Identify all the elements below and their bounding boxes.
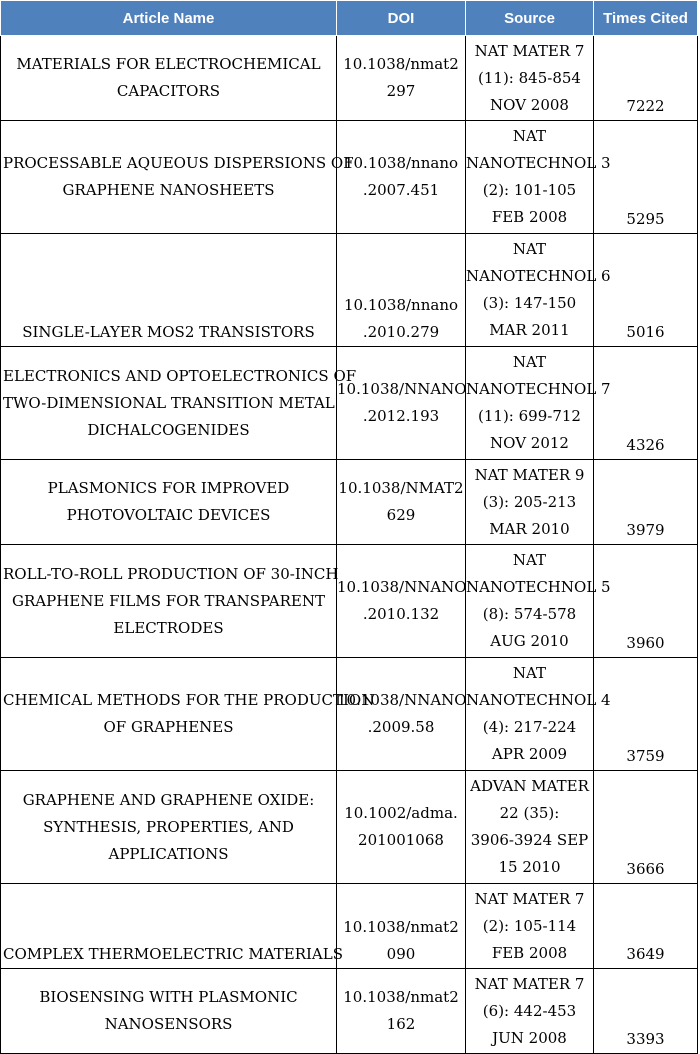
source-cell-line: NANOTECHNOL 5 <box>466 578 611 596</box>
doi-cell-line: 10.1038/nmat2 <box>343 988 459 1006</box>
article-name-cell-line: SYNTHESIS, PROPERTIES, AND <box>43 817 294 836</box>
article-name-cell-line: GRAPHENE AND GRAPHENE OXIDE: <box>22 790 315 809</box>
article-name-cell <box>1 234 337 347</box>
source-cell-line: NAT MATER 7 <box>474 974 585 993</box>
source-cell-line: MAR 2011 <box>489 321 570 339</box>
source-cell-line: FEB 2008 <box>491 943 568 962</box>
source-cell-line: NANOTECHNOL 4 <box>466 691 611 709</box>
article-name-cell-line: TWO-DIMENSIONAL TRANSITION METAL <box>3 393 335 412</box>
source-cell-line: NANOTECHNOL 7 <box>466 380 611 398</box>
doi-cell-line: .2007.451 <box>362 181 440 199</box>
doi-cell-line: 201001068 <box>358 831 444 849</box>
source-cell <box>466 36 594 121</box>
times-cited-cell: 5295 <box>594 121 698 234</box>
doi-cell-line: 297 <box>386 82 416 100</box>
article-name-cell-line: PLASMONICS FOR IMPROVED <box>47 479 290 497</box>
source-cell-line: NAT <box>512 551 547 569</box>
doi-cell-line: 10.1038/nnano <box>343 154 459 172</box>
doi-cell-line: .2009.58 <box>367 718 435 736</box>
article-name-cell-line: SINGLE-LAYER MOS2 TRANSISTORS <box>22 323 315 341</box>
article-name-cell <box>1 36 337 121</box>
table-row <box>1 545 698 658</box>
source-cell-line: (3): 205-213 <box>482 492 577 511</box>
source-cell-line: NAT <box>512 664 547 682</box>
source-cell-line: (11): 845-854 <box>478 68 581 87</box>
times-cited-cell: 7222 <box>594 36 698 121</box>
doi-cell-line: 10.1002/adma. <box>344 804 458 822</box>
times-cited-cell: 3649 <box>594 884 698 969</box>
source-cell-line: 3906-3924 SEP <box>470 831 589 849</box>
article-name-cell <box>1 658 375 771</box>
source-cell-line: NOV 2008 <box>490 95 569 114</box>
source-cell-line: ADVAN MATER <box>470 777 589 795</box>
doi-cell <box>337 969 466 1054</box>
source-cell <box>466 460 594 545</box>
article-name-cell <box>1 771 337 884</box>
article-name-cell <box>1 884 343 969</box>
doi-cell-line: .2010.279 <box>362 323 440 341</box>
source-cell <box>466 771 594 884</box>
source-cell <box>466 347 611 460</box>
source-cell-line: 22 (35): <box>499 804 560 822</box>
article-name-cell-line: BIOSENSING WITH PLASMONIC <box>39 988 298 1006</box>
source-cell-line: (2): 105-114 <box>482 916 577 935</box>
table-row <box>1 969 698 1054</box>
article-name-cell-line: ELECTRODES <box>113 618 224 637</box>
source-cell-line: (6): 442-453 <box>482 1001 577 1020</box>
source-cell-line: JUN 2008 <box>492 1028 567 1047</box>
article-name-cell-line: GRAPHENE NANOSHEETS <box>62 181 275 199</box>
source-cell-line: FEB 2008 <box>491 208 568 226</box>
doi-cell-line: .2010.132 <box>362 605 440 623</box>
article-name-cell-line: COMPLEX THERMOELECTRIC MATERIALS <box>3 945 343 963</box>
source-cell-line: NANOTECHNOL 3 <box>466 154 611 172</box>
article-name-cell-line: CAPACITORS <box>116 82 221 100</box>
doi-cell-line: 10.1038/NNANO <box>337 578 467 596</box>
article-name-cell-line: MATERIALS FOR ELECTROCHEMICAL <box>16 55 321 73</box>
source-cell-line: NAT <box>512 353 547 371</box>
source-cell <box>466 884 594 969</box>
source-cell-line: (3): 147-150 <box>482 294 577 312</box>
source-cell <box>466 121 611 234</box>
doi-cell <box>337 771 466 884</box>
table-row <box>1 460 698 545</box>
article-name-cell-line: DICHALCOGENIDES <box>87 420 250 439</box>
times-cited-cell: 3960 <box>594 545 698 658</box>
source-cell <box>466 234 611 347</box>
header-source: Source <box>466 1 594 36</box>
source-cell-line: (8): 574-578 <box>482 605 577 623</box>
source-cell-line: AUG 2010 <box>490 632 569 650</box>
article-name-cell-line: CHEMICAL METHODS FOR THE PRODUCTION <box>3 691 375 709</box>
source-cell-line: (2): 101-105 <box>482 181 577 199</box>
source-cell-line: 15 2010 <box>498 858 561 876</box>
article-name-cell-line: GRAPHENE FILMS FOR TRANSPARENT <box>12 591 325 610</box>
header-times-cited: Times Cited <box>594 1 698 36</box>
doi-cell <box>337 121 466 234</box>
article-name-cell <box>1 545 337 658</box>
doi-cell <box>337 347 466 460</box>
source-cell <box>466 545 611 658</box>
times-cited-cell: 5016 <box>594 234 698 347</box>
times-cited-cell: 3666 <box>594 771 698 884</box>
table-row <box>1 234 698 347</box>
source-cell-line: NAT MATER 9 <box>474 465 585 484</box>
doi-cell <box>337 36 466 121</box>
source-cell <box>466 969 594 1054</box>
article-name-cell-line: PHOTOVOLTAIC DEVICES <box>66 506 271 524</box>
header-article-name: Article Name <box>1 1 337 36</box>
doi-cell-line: .2012.193 <box>362 407 440 425</box>
doi-cell-line: 10.1038/nmat2 <box>343 918 459 936</box>
table-row <box>1 36 698 121</box>
source-cell-line: (4): 217-224 <box>482 718 577 736</box>
article-name-cell <box>1 347 357 460</box>
article-name-cell-line: NANOSENSORS <box>104 1015 233 1033</box>
table-row <box>1 121 698 234</box>
doi-cell-line: 10.1038/NMAT2 <box>338 479 464 497</box>
doi-cell <box>337 884 466 969</box>
times-cited-cell: 3979 <box>594 460 698 545</box>
article-name-cell-line: PROCESSABLE AQUEOUS DISPERSIONS OF <box>3 154 354 172</box>
source-cell-line: NAT <box>512 127 547 145</box>
source-cell <box>466 658 611 771</box>
times-cited-cell: 4326 <box>594 347 698 460</box>
doi-cell-line: 10.1038/NNANO <box>337 380 467 398</box>
source-cell-line: APR 2009 <box>491 745 568 763</box>
source-cell-line: NAT MATER 7 <box>474 41 585 60</box>
doi-cell-line: 629 <box>386 506 416 524</box>
article-name-cell-line: APPLICATIONS <box>108 844 229 863</box>
article-name-cell <box>1 121 354 234</box>
doi-cell-line: 10.1038/nmat2 <box>343 55 459 73</box>
table-body <box>1 36 698 1054</box>
doi-cell-line: 10.1038/NNANO <box>337 691 467 709</box>
times-cited-cell: 3393 <box>594 969 698 1054</box>
source-cell-line: NAT MATER 7 <box>474 889 585 908</box>
table-row <box>1 347 698 460</box>
source-cell-line: (11): 699-712 <box>478 407 581 425</box>
source-cell-line: NOV 2012 <box>490 434 569 452</box>
doi-cell-line: 090 <box>386 945 416 963</box>
source-cell-line: NAT <box>512 240 547 258</box>
times-cited-cell: 3759 <box>594 658 698 771</box>
source-cell-line: MAR 2010 <box>489 519 570 538</box>
doi-cell-line: 10.1038/nnano <box>343 296 459 314</box>
header-doi: DOI <box>337 1 466 36</box>
article-name-cell <box>1 969 337 1054</box>
table-row <box>1 771 698 884</box>
doi-cell <box>337 658 466 771</box>
doi-cell <box>337 545 466 658</box>
article-name-cell-line: ROLL-TO-ROLL PRODUCTION OF 30-INCH <box>3 564 339 583</box>
article-name-cell-line: ELECTRONICS AND OPTOELECTRONICS OF <box>3 366 357 385</box>
header-row <box>1 1 698 36</box>
doi-cell <box>337 234 466 347</box>
doi-cell <box>337 460 466 545</box>
table-row <box>1 658 698 771</box>
table-row <box>1 884 698 969</box>
doi-cell-line: 162 <box>386 1015 416 1033</box>
source-cell-line: NANOTECHNOL 6 <box>466 267 611 285</box>
article-name-cell-line: OF GRAPHENES <box>103 718 234 736</box>
article-name-cell <box>1 460 337 545</box>
